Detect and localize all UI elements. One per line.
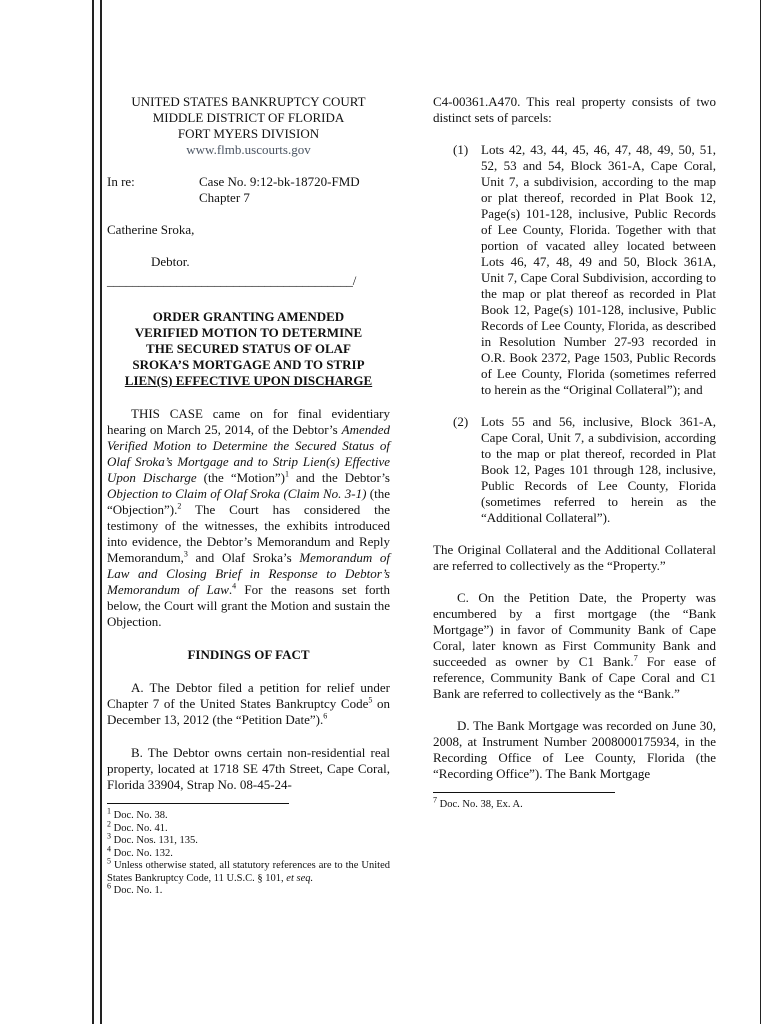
footnote: $^1$ Doc. No. 38. (107, 806, 168, 821)
footnote: $^4$ Doc. No. 132. (107, 844, 173, 859)
chapter-row (107, 190, 390, 206)
footnote-separator-right (433, 792, 615, 793)
parcel-item-1: (1) Lots 42, 43, 44, 45, 46, 47, 48, 49, 50, 51, 52, 53 and 54, Block 361-A, Cape Coral, Unit 7, a subdivision, according to the map or plat thereof, recorded in Plat Book 12, Page(s) 101-128, inclusive, Public Records of Lee County, Florida. Together with that portion of vacated alley located between Lots 46, 47, 48, 49 and 50, Block 361A, Unit 7, Cape Coral Subdivision, according to the map or plat thereof as recorded in Plat Book 12, Page(s) 101-128, inclusive, Public Records of Lee County, Florida, as described in Resolution Number 27-93 recorded in O.R. Book 2372, Page 1503, Public Records of Lee County, Florida (sometimes referred to herein as the “Original Collateral”); and (453, 142, 716, 397)
paragraph-d: D. The Bank Mortgage was recorded on June 30, 2008, at Instrument Number 2008000175934, in the Recording Office of Lee County, Florida (the “Recording Office”). The Bank Mortgage (433, 718, 716, 781)
footnotes-left (107, 806, 391, 898)
case-number: Case No. 9:12-bk-18720-FMD (199, 174, 360, 189)
in-re-row (107, 174, 390, 190)
court-header (107, 94, 390, 158)
paragraph-b: B. The Debtor owns certain non-residential real property, located at 1718 SE 47th Street, Cape Coral, Florida 33904, Strap No. 08-45-24- (107, 745, 390, 792)
parcel-item-2: (2) Lots 55 and 56, inclusive, Block 361-A, Cape Coral, Unit 7, a subdivision, according to the map or plat thereof, recorded in Plat Book 12, Pages 101 through 128, inclusive, Public Records of Lee County, Florida (sometimes referred to herein as the “Additional Collateral”). (453, 414, 716, 525)
footnotes-right (433, 795, 716, 812)
order-title (107, 309, 390, 389)
chapter: Chapter 7 (199, 190, 250, 205)
property-definition: The Original Collateral and the Additional Collateral are referred to collectively as the “Property.” (433, 542, 716, 573)
right-column (433, 94, 716, 812)
in-re-label: In re: (107, 174, 135, 189)
footnote: $^5$ Unless otherwise stated, all statutory references are to the United States Bankruptcy Code, 11 U.S.C. § 101, et seq. (107, 856, 391, 884)
order-title-line-5: LIEN(S) EFFECTIVE UPON DISCHARGE (124, 373, 373, 388)
order-title-line-4: SROKA’S MORTGAGE AND TO STRIP (132, 357, 365, 372)
parcel-list (433, 142, 716, 526)
debtor-name: Catherine Sroka, (107, 222, 195, 237)
paragraph-a: A. The Debtor filed a petition for relief under Chapter 7 of the United States Bankruptcy Code$^5$ on December 13, 2012 (the “Petition Date”).$^6$ (107, 680, 391, 727)
order-title-line-1: ORDER GRANTING AMENDED (152, 309, 345, 324)
footnote: $^6$ Doc. No. 1. (107, 881, 163, 896)
findings-heading: FINDINGS OF FACT (187, 647, 310, 662)
intro-paragraph: THIS CASE came on for final evidentiary hearing on March 25, 2014, of the Debtor’s Amended Verified Motion to Determine the Secured Status of Olaf Sroka’s Mortgage and to Strip Lien(s) Effective Upon Discharge (the “Motion”)$^1$ and the Debtor’s Objection to Claim of Olaf Sroka (Claim No. 3-1) (the “Objection”).$^2$ The Court has considered the testimony of the witnesses, the exhibits introduced into evidence, the Debtor’s Memorandum and Reply Memorandum,$^3$ and Olaf Sroka’s Memorandum of Law and Closing Brief in Response to Debtor’s Memorandum of Law.$^4$ For the reasons set forth below, the Court will grant the Motion and sustain the Objection. (107, 406, 391, 629)
caption-signature-line: _______________________________________/ (107, 273, 357, 288)
footnote: $^2$ Doc. No. 41. (107, 819, 168, 834)
court-website-link[interactable]: www.flmb.uscourts.gov (186, 142, 311, 157)
paragraph-c: C. On the Petition Date, the Property was encumbered by a first mortgage (the “Bank Mortgage”) in favor of Community Bank of Cape Coral, later known as First Community Bank and succeeded as owner by C1 Bank.$^7$ For ease of reference, Community Bank of Cape Coral and C1 Bank are referred to collectively as the “Bank.” (433, 590, 716, 701)
footnote-separator (107, 803, 289, 804)
court-name: UNITED STATES BANKRUPTCY COURT (131, 94, 366, 109)
footnote: $^7$ Doc. No. 38, Ex. A. (433, 795, 523, 810)
order-title-line-3: THE SECURED STATUS OF OLAF (146, 341, 351, 356)
page-edge-line-outer (92, 0, 94, 1024)
parcel-intro: C4-00361.A470. This real property consists of two distinct sets of parcels: (433, 94, 716, 125)
left-column (107, 94, 390, 898)
court-district: MIDDLE DISTRICT OF FLORIDA (152, 110, 345, 125)
page-edge-line-inner (100, 0, 102, 1024)
court-division: FORT MYERS DIVISION (177, 126, 320, 141)
order-title-line-2: VERIFIED MOTION TO DETERMINE (134, 325, 363, 340)
case-caption (107, 174, 390, 289)
debtor-label: Debtor. (151, 254, 190, 269)
page-edge-line-right (760, 0, 761, 1024)
footnote: $^3$ Doc. Nos. 131, 135. (107, 831, 198, 846)
